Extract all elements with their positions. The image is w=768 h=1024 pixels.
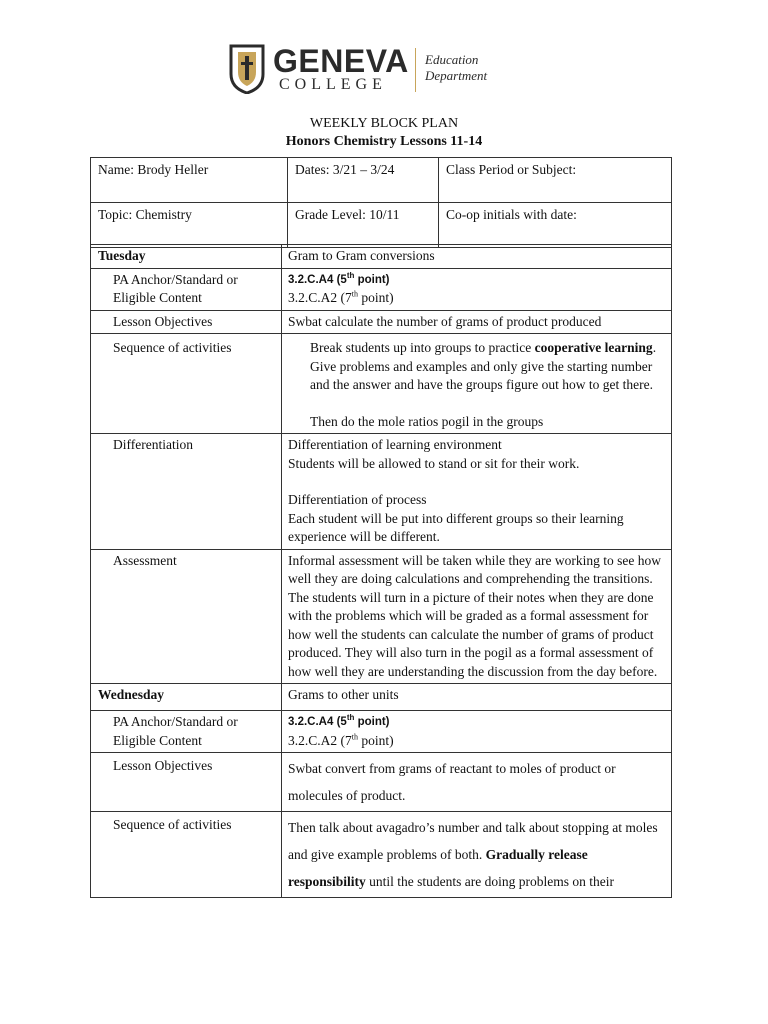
topic-cell: Topic: Chemistry xyxy=(91,203,288,248)
lesson-table xyxy=(90,244,672,898)
pa-anchor-label xyxy=(91,711,282,753)
differentiation-label: Differentiation xyxy=(91,434,282,550)
day-label-tuesday: Tuesday xyxy=(91,245,282,269)
wednesday-topic: Grams to other units xyxy=(282,684,672,711)
tuesday-standards xyxy=(282,268,672,310)
diff-line-4: Each student will be put into different groups so their learning experience will be different. xyxy=(288,510,624,544)
diff-line-3: Differentiation of process xyxy=(288,492,427,507)
sequence-paragraph-2: Then do the mole ratios pogil in the groups xyxy=(310,413,544,429)
assess-para-2: The students will turn in a picture of their notes when they are done with the problems which will be graded as a formal assessment for how well the students can calculate the number of grams of product produced. They will also turn in the pogil as a formal assessment of how well they are understanding the discussion from the day before. xyxy=(288,589,658,679)
logo-divider xyxy=(415,48,416,92)
table-row xyxy=(91,549,672,684)
page-subtitle: Honors Chemistry Lessons 11-14 xyxy=(285,134,483,149)
diff-line-1: Differentiation of learning environment xyxy=(288,437,502,452)
dates-cell: Dates: 3/21 – 3/24 xyxy=(288,158,439,203)
pa-label-line1: PA Anchor/Standard or xyxy=(113,714,238,729)
tuesday-differentiation xyxy=(282,434,672,550)
logo-college: COLLEGE xyxy=(279,76,387,93)
standard-1: 3.2.C.A4 (5th point) xyxy=(288,270,390,286)
sequence-label: Sequence of activities xyxy=(91,334,282,434)
name-cell: Name: Brody Heller xyxy=(91,158,288,203)
logo-geneva: GENEVA xyxy=(273,43,409,79)
wednesday-standards xyxy=(282,711,672,753)
logo-dept-line2: Department xyxy=(425,68,488,83)
pa-label-line2: Eligible Content xyxy=(113,290,202,305)
table-row xyxy=(91,310,672,334)
sequence-paragraph: Break students up into groups to practice cooperative learning. Give problems and examples and only give the starting number and the answer and have the groups figure out how to get there. xyxy=(310,340,657,392)
table-row xyxy=(91,268,672,310)
objectives-label: Lesson Objectives xyxy=(91,310,282,334)
logo-department xyxy=(425,52,487,84)
table-row xyxy=(91,684,672,711)
tuesday-assessment xyxy=(282,549,672,684)
geneva-college-logo xyxy=(229,43,488,96)
tuesday-objective: Swbat calculate the number of grams of product produced xyxy=(282,310,672,334)
assessment-label: Assessment xyxy=(91,549,282,684)
day-label-wednesday: Wednesday xyxy=(91,684,282,711)
wednesday-sequence xyxy=(282,812,672,898)
pa-anchor-label xyxy=(91,268,282,310)
tuesday-topic: Gram to Gram conversions xyxy=(282,245,672,269)
pa-label-line1: PA Anchor/Standard or xyxy=(113,271,238,287)
pa-label-line2: Eligible Content xyxy=(113,732,202,748)
coop-cell: Co-op initials with date: xyxy=(439,203,672,248)
shield-icon xyxy=(229,44,265,94)
table-row xyxy=(91,434,672,550)
tuesday-sequence xyxy=(282,334,672,434)
assess-para-1: Informal assessment will be taken while they are working to see how well they are doing calculations and comprehending the transitions. xyxy=(288,552,662,586)
table-row xyxy=(91,711,672,753)
sequence-paragraph: Then talk about avagadro’s number and talk about stopping at moles and give example problems of both. Gradually release responsibility until the students are doing problems on their xyxy=(288,820,658,889)
standard-1: 3.2.C.A4 (5th point) xyxy=(288,713,390,728)
objectives-label: Lesson Objectives xyxy=(91,753,282,812)
grade-level-cell: Grade Level: 10/11 xyxy=(288,203,439,248)
table-row xyxy=(91,334,672,434)
diff-line-2: Students will be allowed to stand or sit for their work. xyxy=(288,455,580,471)
table-row xyxy=(91,812,672,898)
standard-2: 3.2.C.A2 (7th point) xyxy=(288,732,394,748)
page-title: WEEKLY BLOCK PLAN xyxy=(309,116,459,131)
standard-2: 3.2.C.A2 (7th point) xyxy=(288,289,394,305)
sequence-label: Sequence of activities xyxy=(91,812,282,898)
wednesday-objective: Swbat convert from grams of reactant to moles of product or molecules of product. xyxy=(282,753,672,812)
table-row xyxy=(91,245,672,269)
header-table xyxy=(90,157,672,248)
table-row xyxy=(91,753,672,812)
class-period-cell: Class Period or Subject: xyxy=(439,158,672,203)
logo-dept-line1: Education xyxy=(425,52,479,67)
